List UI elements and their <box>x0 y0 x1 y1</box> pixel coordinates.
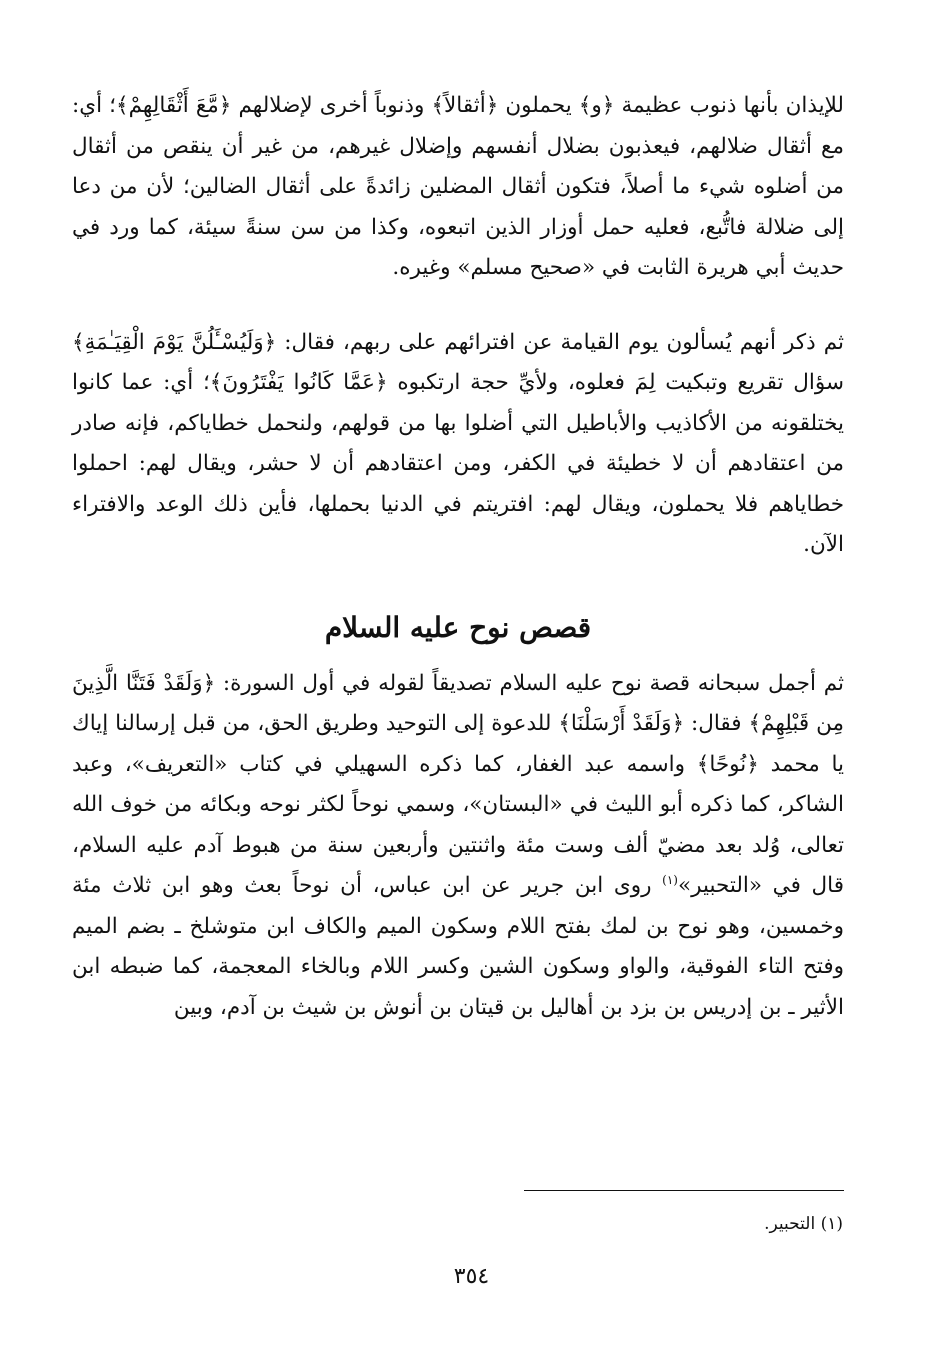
footnote-divider <box>524 1190 844 1191</box>
paragraph-3-continuation: روى ابن جرير عن ابن عباس، أن نوحاً بعث وهو ابن ثلاث مئة وخمسين، وهو نوح بن لمك بفتح اللام وسكون الميم والكاف ابن متوشلخ ـ بضم الميم وفتح التاء الفوقية، والواو وسكون الشين وكسر اللام وبالخاء المعجمة، كما ضبطه ابن الأثير ـ بن إدريس بن بزد بن أهاليل بن قيتان بن أنوش بن شيث بن آدم، وبين <box>72 873 844 1020</box>
paragraph-3-text: ثم أجمل سبحانه قصة نوح عليه السلام تصديقاً لقوله في أول السورة: ﴿وَلَقَدْ فَتَنَّا الَّذِينَ مِن قَبْلِهِمْ﴾ فقال: ﴿وَلَقَدْ أَرْسَلْنَا﴾ للدعوة إلى التوحيد وطريق الحق، من قبل إرسالنا إياك يا محمد ﴿نُوحًا﴾ واسمه عبد الغفار، كما ذكره السهيلي في كتاب «التعريف»، وعبد الشاكر، كما ذكره أبو الليث في «البستان»، وسمي نوحاً لكثر نوحه وبكائه من خوف الله تعالى، وُلد بعد مضيّ ألف وست مئة واثنتين وأربعين سنة من هبوط آدم عليه السلام، قال في «التحبير» <box>72 670 844 898</box>
page-number: ٣٥٤ <box>453 1264 490 1289</box>
paragraph-3 <box>72 664 844 1029</box>
chapter-title: قصص نوح عليه السلام <box>324 610 592 644</box>
paragraph-1: للإيذان بأنها ذنوب عظيمة ﴿و﴾ يحملون ﴿أثقالاً﴾ وذنوباً أخرى لإضلالهم ﴿مَّعَ أَثْقَالِهِمْ﴾؛ أي: مع أثقال ضلالهم، فيعذبون بضلال أنفسهم وإضلال غيرهم، من غير أن ينقص من أثقال من أضلوه شيء ما أصلاً، فتكون أثقال المضلين زائدةً على أثقال الضالين؛ لأن من دعا إلى ضلالة فاتُّبع، فعليه حمل أوزار الذين اتبعوه، وكذا من سن سنةً سيئة، كما ورد في حديث أبي هريرة الثابت في «صحيح مسلم» وغيره. <box>72 93 844 280</box>
page-body <box>72 86 844 1028</box>
paragraph-2: ثم ذكر أنهم يُسألون يوم القيامة عن افترائهم على ربهم، فقال: ﴿وَلَيُسْـَٔلُنَّ يَوْمَ الْقِيَـٰمَةِ﴾ سؤال تقريع وتبكيت لِمَ فعلوه، ولأيِّ حجة ارتكبوه ﴿عَمَّا كَانُوا يَفْتَرُونَ﴾؛ أي: عما كانوا يختلقونه من الأكاذيب والأباطيل التي أضلوا بها من قولهم، ولنحمل خطاياكم، فإنه صادر من اعتقادهم أن لا خطيئة في الكفر، ومن اعتقادهم أن لا حشر، ويقال لهم: احملوا خطاياهم فلا يحملون، ويقال لهم: افتريتم في الدنيا بحملها، فأين ذلك الوعد والافتراء الآن. <box>72 329 844 557</box>
footnote: (١) التحبير. <box>764 1214 843 1234</box>
footnote-reference: (١) <box>662 872 678 887</box>
